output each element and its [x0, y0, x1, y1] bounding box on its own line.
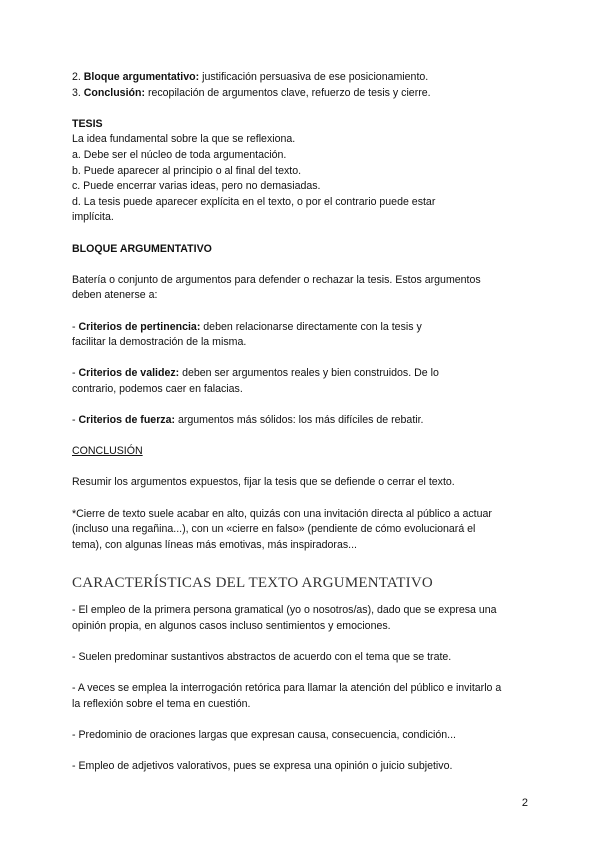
criterio-fuerza: - Criterios de fuerza: argumentos más sólidos: los más difíciles de rebatir. — [72, 414, 424, 427]
tesis-line: La idea fundamental sobre la que se reflexiona. — [72, 133, 296, 146]
caracteristica-item: - Suelen predominar sustantivos abstractos de acuerdo con el tema que se trate. — [72, 651, 452, 664]
structure-item-3: 3. Conclusión: recopilación de argumentos clave, refuerzo de tesis y cierre. — [72, 86, 431, 99]
criterio-validez-cont: contrario, podemos caer en falacias. — [72, 382, 243, 395]
page-number: 2 — [521, 797, 528, 809]
bloque-intro: Batería o conjunto de argumentos para defender o rechazar la tesis. Estos argumentos — [72, 273, 481, 286]
bloque-intro: deben atenerse a: — [72, 289, 158, 302]
caracteristica-item-cont: opinión propia, en algunos casos incluso sentimientos y emociones. — [72, 620, 391, 632]
caracteristicas-heading: CARACTERÍSTICAS DEL TEXTO ARGUMENTATIVO — [72, 575, 433, 592]
conclusion-note: (incluso una regañina...), con un «cierre en falso» (pendiente de cómo evolucionará el — [72, 523, 476, 536]
conclusion-note: tema), con algunas líneas más emotivas, más inspiradoras... — [72, 538, 357, 551]
tesis-line: a. Debe ser el núcleo de toda argumentación. — [72, 148, 287, 161]
criterio-pertinencia: - Criterios de pertinencia: deben relacionarse directamente con la tesis y — [72, 320, 422, 333]
conclusion-text: Resumir los argumentos expuestos, fijar la tesis que se defiende o cerrar el texto. — [72, 476, 455, 489]
structure-item-3-bold: Conclusión: — [83, 86, 145, 99]
tesis-line: b. Puede aparecer al principio o al final del texto. — [72, 164, 302, 177]
conclusion-heading: CONCLUSIÓN — [72, 445, 143, 458]
tesis-line: implícita. — [72, 211, 114, 224]
caracteristica-item: - Predominio de oraciones largas que expresan causa, consecuencia, condición... — [72, 729, 456, 742]
caracteristica-item: - A veces se emplea la interrogación retórica para llamar la atención del público e invitarlo a — [72, 682, 502, 695]
tesis-line: c. Puede encerrar varias ideas, pero no demasiadas. — [72, 180, 321, 193]
criterio-pertinencia-cont: facilitar la demostración de la misma. — [72, 336, 247, 349]
document-page — [72, 70, 542, 775]
criterio-validez: - Criterios de validez: deben ser argumentos reales y bien construidos. De lo — [72, 367, 439, 380]
caracteristica-item-cont: la reflexión sobre el tema en cuestión. — [72, 697, 251, 710]
conclusion-note: *Cierre de texto suele acabar en alto, quizás con una invitación directa al público a actuar — [72, 507, 492, 520]
structure-item-2-bold: Bloque argumentativo: — [83, 71, 200, 83]
caracteristica-item: - Empleo de adjetivos valorativos, pues se expresa una opinión o juicio subjetivo. — [72, 760, 453, 773]
tesis-line: d. La tesis puede aparecer explícita en el texto, o por el contrario puede estar — [72, 195, 436, 208]
bloque-heading: BLOQUE ARGUMENTATIVO — [72, 242, 212, 255]
caracteristica-item: - El empleo de la primera persona gramatical (yo o nosotros/as), dado que se expresa una — [72, 604, 497, 617]
tesis-heading: TESIS — [72, 117, 103, 130]
structure-item-2: 2. Bloque argumentativo: justificación persuasiva de ese posicionamiento. — [72, 71, 429, 83]
